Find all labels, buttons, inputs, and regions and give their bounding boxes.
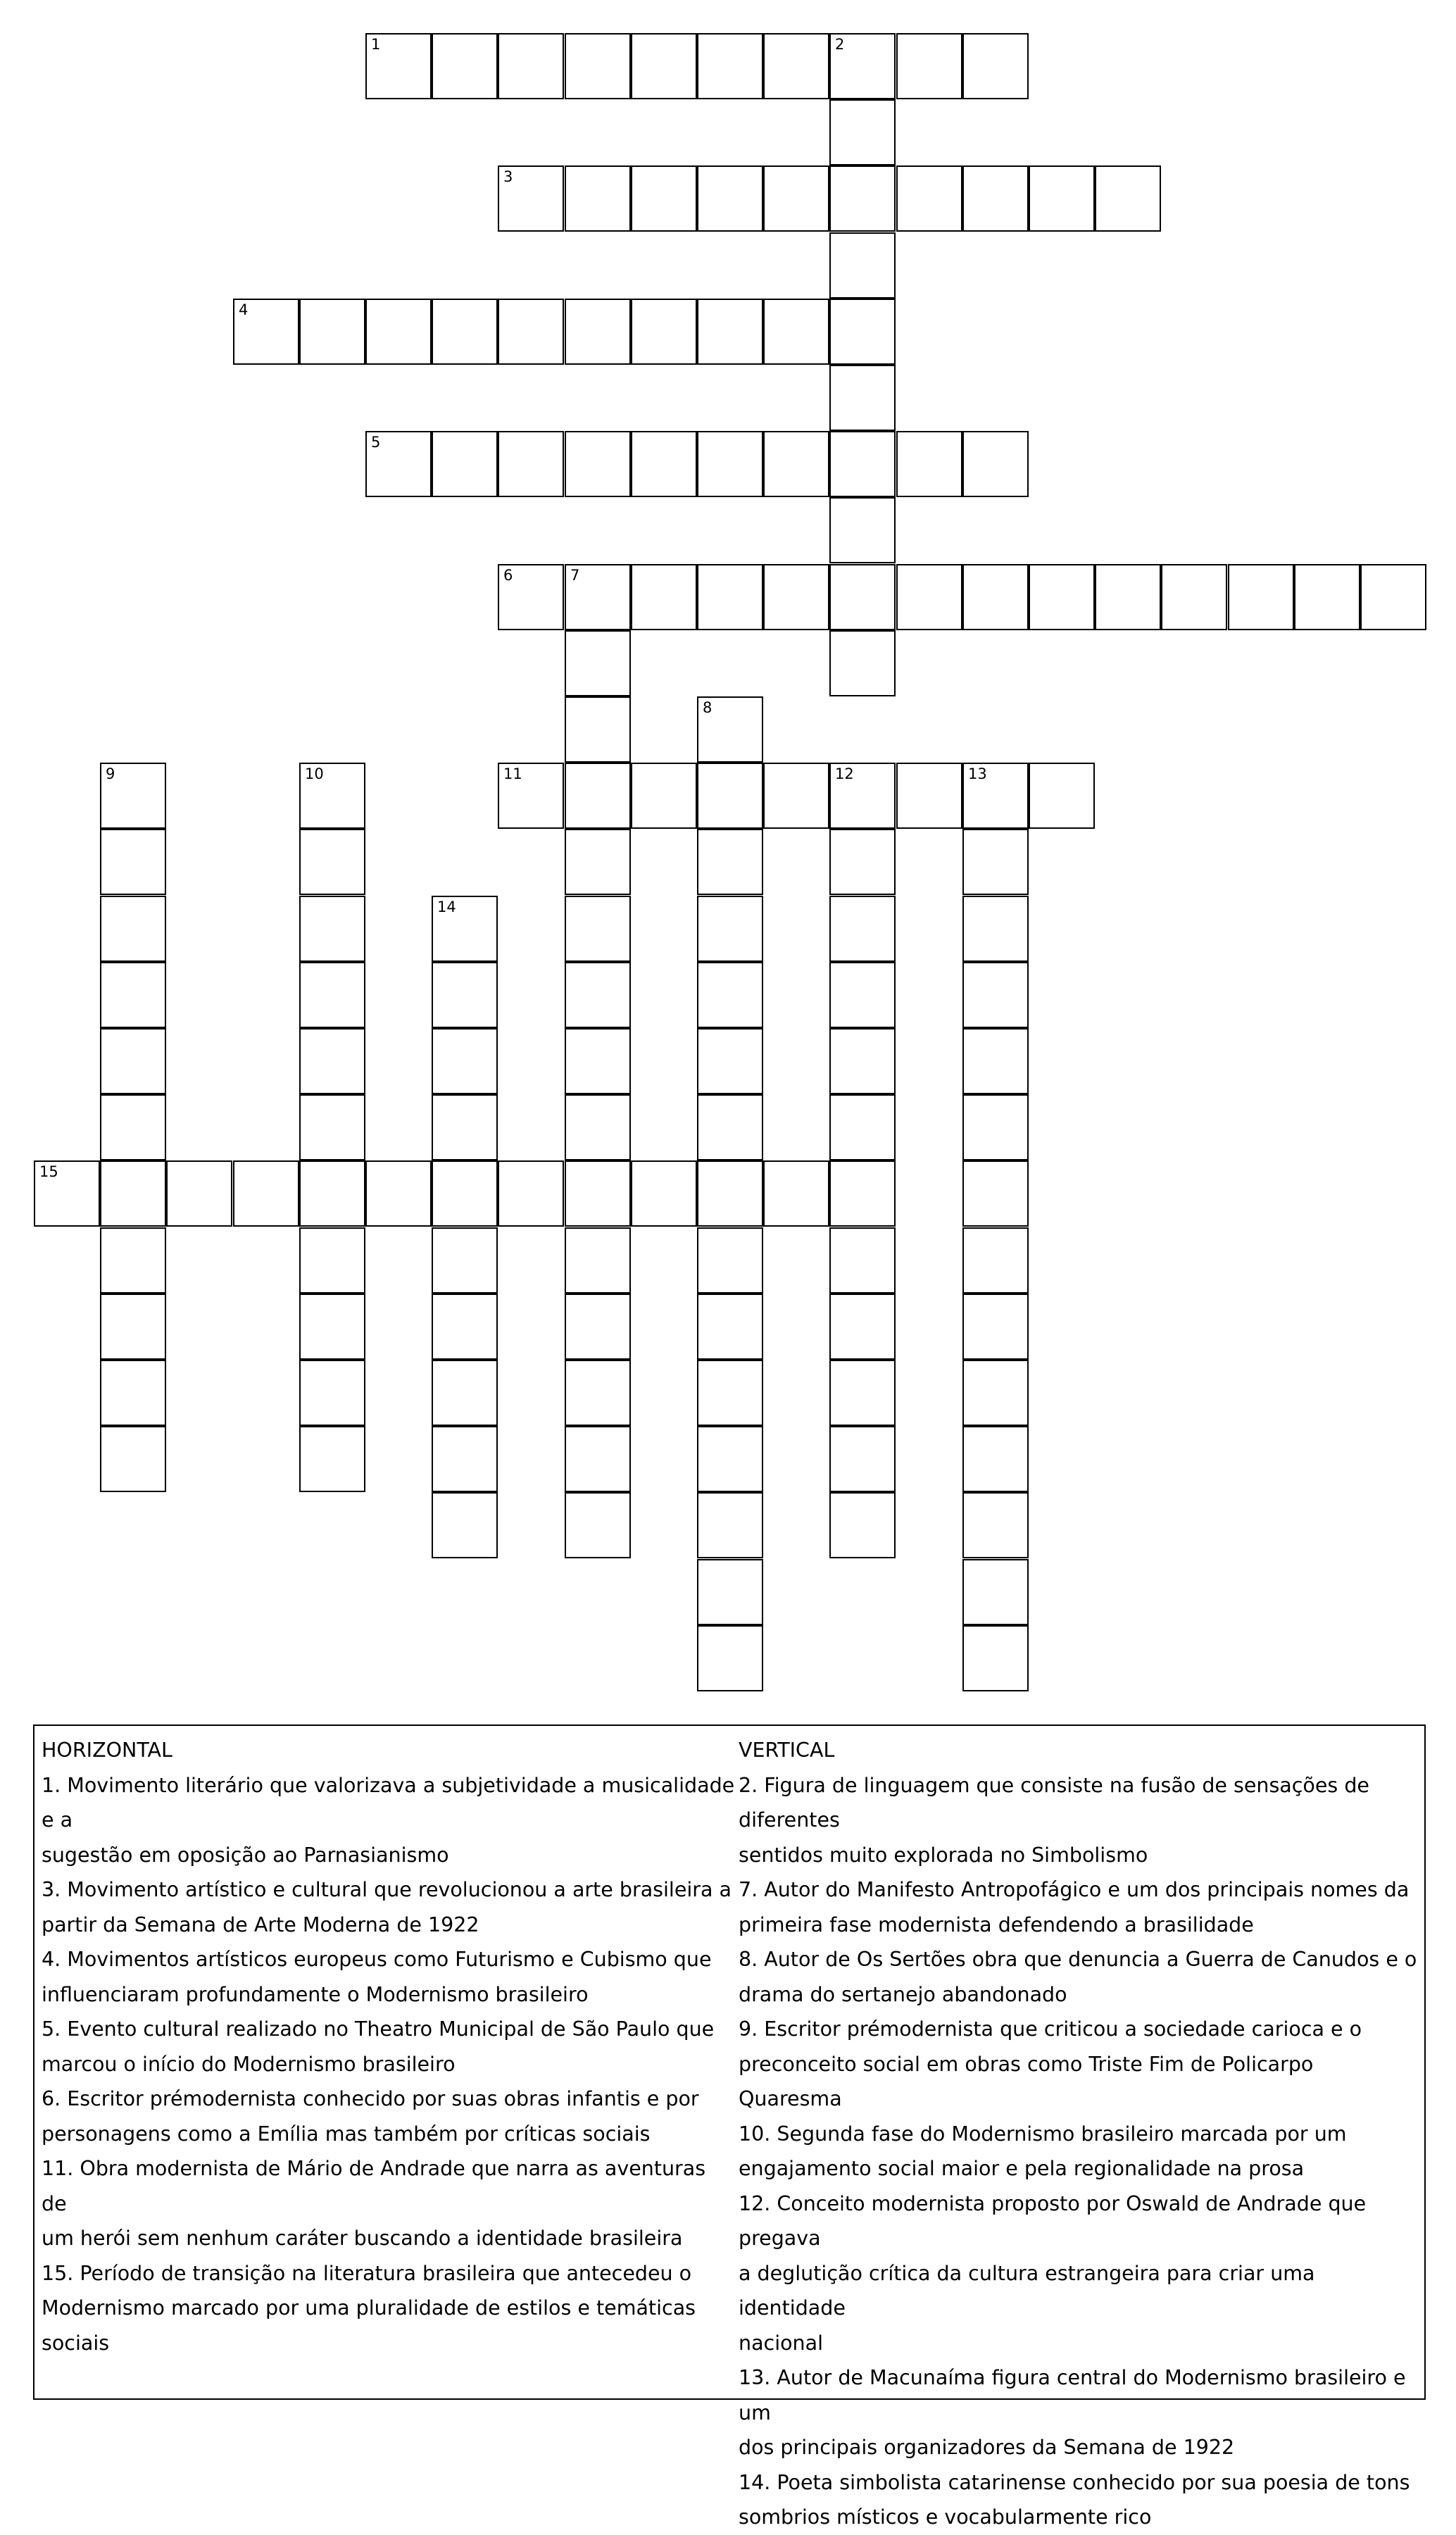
grid-cell[interactable] <box>829 962 896 1028</box>
grid-cell[interactable] <box>962 1492 1029 1558</box>
grid-cell[interactable] <box>432 896 498 962</box>
grid-cell[interactable] <box>565 696 631 763</box>
grid-cell[interactable] <box>365 33 432 99</box>
grid-cell[interactable] <box>829 33 896 99</box>
grid-cell[interactable] <box>1095 564 1161 630</box>
grid-cell[interactable] <box>829 1360 896 1426</box>
grid-cell[interactable] <box>829 1227 896 1294</box>
clue-number: 6 <box>503 567 513 584</box>
clue-line: 1. Movimento literário que valorizava a subjetividade a musicalidade e a <box>42 1773 735 1832</box>
grid-cell[interactable] <box>100 1160 166 1227</box>
grid-cell[interactable] <box>763 299 829 365</box>
grid-cell[interactable] <box>565 896 631 962</box>
grid-cell[interactable] <box>829 165 896 232</box>
grid-cell[interactable] <box>299 1426 365 1492</box>
grid-cell[interactable] <box>829 829 896 895</box>
clue-line: marcou o início do Modernismo brasileiro <box>42 2052 456 2076</box>
grid-cell[interactable] <box>432 1227 498 1294</box>
grid-cell[interactable] <box>829 1294 896 1360</box>
grid-cell[interactable] <box>565 1492 631 1558</box>
grid-cell[interactable] <box>763 1160 829 1227</box>
grid-cell[interactable] <box>565 564 631 630</box>
clue-line: a deglutição crítica da cultura estrangeira para criar uma identidade <box>739 2261 1315 2320</box>
grid-cell[interactable] <box>1161 564 1227 630</box>
grid-cell[interactable] <box>100 1028 166 1094</box>
grid-cell[interactable] <box>233 299 299 365</box>
grid-cell[interactable] <box>1228 564 1294 630</box>
grid-cell[interactable] <box>565 1294 631 1360</box>
grid-cell[interactable] <box>498 33 564 99</box>
grid-cell[interactable] <box>962 1227 1029 1294</box>
grid-cell[interactable] <box>962 829 1029 895</box>
grid-cell[interactable] <box>962 1426 1029 1492</box>
grid-cell[interactable] <box>829 896 896 962</box>
grid-cell[interactable] <box>896 165 962 232</box>
grid-cell[interactable] <box>697 763 763 829</box>
grid-cell[interactable] <box>365 299 432 365</box>
grid-cell[interactable] <box>565 630 631 696</box>
grid-cell[interactable] <box>299 829 365 895</box>
grid-cell[interactable] <box>498 763 564 829</box>
grid-cell[interactable] <box>697 829 763 895</box>
grid-cell[interactable] <box>962 1559 1029 1625</box>
grid-cell[interactable] <box>565 829 631 895</box>
grid-cell[interactable] <box>1029 564 1095 630</box>
grid-cell[interactable] <box>166 1160 232 1227</box>
vertical-heading: VERTICAL <box>739 1739 835 1762</box>
grid-cell[interactable] <box>565 1094 631 1160</box>
clue-line: nacional <box>739 2331 823 2355</box>
grid-cell[interactable] <box>565 33 631 99</box>
grid-cell[interactable] <box>962 1028 1029 1094</box>
grid-cell[interactable] <box>565 299 631 365</box>
clue-line: 11. Obra modernista de Mário de Andrade que narra as aventuras de <box>42 2157 706 2215</box>
grid-cell[interactable] <box>829 99 896 165</box>
grid-cell[interactable] <box>829 232 896 299</box>
clue-number: 3 <box>503 168 513 185</box>
grid-cell[interactable] <box>1029 165 1095 232</box>
grid-cell[interactable] <box>1095 165 1161 232</box>
grid-cell[interactable] <box>565 1028 631 1094</box>
grid-cell[interactable] <box>299 1294 365 1360</box>
grid-cell[interactable] <box>299 962 365 1028</box>
grid-cell[interactable] <box>432 1492 498 1558</box>
grid-cell[interactable] <box>432 1360 498 1426</box>
clue-line: sentidos muito explorada no Simbolismo <box>739 1843 1148 1867</box>
grid-cell[interactable] <box>565 1227 631 1294</box>
grid-cell[interactable] <box>498 165 564 232</box>
clues-panel <box>33 1725 1426 2529</box>
grid-cell[interactable] <box>34 1160 100 1227</box>
grid-cell[interactable] <box>299 896 365 962</box>
grid-cell[interactable] <box>829 763 896 829</box>
grid-cell[interactable] <box>962 1160 1029 1227</box>
grid-cell[interactable] <box>697 431 763 497</box>
grid-cell[interactable] <box>565 431 631 497</box>
grid-cell[interactable] <box>697 1360 763 1426</box>
clue-line: 14. Poeta simbolista catarinense conhecido por sua poesia de tons <box>739 2470 1410 2494</box>
grid-cell[interactable] <box>498 1160 564 1227</box>
grid-cell[interactable] <box>962 431 1029 497</box>
grid-cell[interactable] <box>432 962 498 1028</box>
grid-cell[interactable] <box>896 33 962 99</box>
grid-cell[interactable] <box>829 497 896 563</box>
clue-line: 9. Escritor prémodernista que criticou a sociedade carioca e o <box>739 2017 1362 2041</box>
grid-cell[interactable] <box>100 1094 166 1160</box>
grid-cell[interactable] <box>697 1294 763 1360</box>
clue-line: 5. Evento cultural realizado no Theatro Municipal de São Paulo que <box>42 2017 715 2041</box>
clue-line: 6. Escritor prémodernista conhecido por suas obras infantis e por <box>42 2087 699 2110</box>
clue-number: 2 <box>835 36 845 53</box>
grid-cell[interactable] <box>697 1426 763 1492</box>
grid-cell[interactable] <box>100 1227 166 1294</box>
clue-number: 13 <box>968 765 987 782</box>
grid-cell[interactable] <box>365 1160 432 1227</box>
grid-cell[interactable] <box>432 431 498 497</box>
grid-cell[interactable] <box>763 165 829 232</box>
grid-cell[interactable] <box>962 962 1029 1028</box>
clue-line: partir da Semana de Arte Moderna de 1922 <box>42 1913 479 1936</box>
grid-cell[interactable] <box>962 1294 1029 1360</box>
grid-cell[interactable] <box>432 1160 498 1227</box>
grid-cell[interactable] <box>565 962 631 1028</box>
grid-cell[interactable] <box>631 763 697 829</box>
grid-cell[interactable] <box>432 1094 498 1160</box>
grid-cell[interactable] <box>962 1360 1029 1426</box>
clue-number: 7 <box>570 567 580 584</box>
clue-number: 1 <box>371 36 381 53</box>
grid-cell[interactable] <box>697 1094 763 1160</box>
grid-cell[interactable] <box>498 299 564 365</box>
grid-cell[interactable] <box>763 431 829 497</box>
grid-cell[interactable] <box>697 1160 763 1227</box>
clue-line: 2. Figura de linguagem que consiste na fusão de sensações de diferentes <box>739 1773 1369 1832</box>
clue-line: 3. Movimento artístico e cultural que revolucionou a arte brasileira a <box>42 1878 732 1901</box>
clue-line: influenciaram profundamente o Modernismo brasileiro <box>42 1982 589 2006</box>
grid-cell[interactable] <box>565 1426 631 1492</box>
grid-cell[interactable] <box>565 1160 631 1227</box>
clue-line: 7. Autor do Manifesto Antropofágico e um dos principais nomes da <box>739 1878 1410 1901</box>
grid-cell[interactable] <box>697 33 763 99</box>
grid-cell[interactable] <box>432 1294 498 1360</box>
grid-cell[interactable] <box>829 365 896 431</box>
grid-cell[interactable] <box>631 33 697 99</box>
clue-line: personagens como a Emília mas também por críticas sociais <box>42 2122 651 2146</box>
grid-cell[interactable] <box>829 1028 896 1094</box>
grid-cell[interactable] <box>565 763 631 829</box>
clue-number: 15 <box>39 1163 58 1180</box>
grid-cell[interactable] <box>763 564 829 630</box>
grid-cell[interactable] <box>962 763 1029 829</box>
clue-line: dos principais organizadores da Semana de 1922 <box>739 2436 1235 2459</box>
clue-line: 15. Período de transição na literatura brasileira que antecedeu o <box>42 2261 692 2285</box>
grid-cell[interactable] <box>697 1227 763 1294</box>
clue-number: 5 <box>371 434 381 451</box>
grid-cell[interactable] <box>697 696 763 763</box>
grid-cell[interactable] <box>299 299 365 365</box>
clue-line: primeira fase modernista defendendo a brasilidade <box>739 1913 1254 1936</box>
grid-cell[interactable] <box>829 1094 896 1160</box>
grid-cell[interactable] <box>763 33 829 99</box>
clue-line: um herói sem nenhum caráter buscando a identidade brasileira <box>42 2227 683 2250</box>
clue-line: drama do sertanejo abandonado <box>739 1982 1067 2006</box>
clue-line: Modernismo marcado por uma pluralidade de estilos e temáticas sociais <box>42 2296 696 2355</box>
clue-number: 11 <box>503 765 522 782</box>
grid-cell[interactable] <box>432 299 498 365</box>
grid-cell[interactable] <box>829 564 896 630</box>
grid-cell[interactable] <box>498 564 564 630</box>
grid-cell[interactable] <box>100 829 166 895</box>
grid-cell[interactable] <box>631 431 697 497</box>
grid-cell[interactable] <box>565 1360 631 1426</box>
grid-cell[interactable] <box>829 1160 896 1227</box>
grid-cell[interactable] <box>299 763 365 829</box>
grid-cell[interactable] <box>697 1559 763 1625</box>
grid-cell[interactable] <box>1029 763 1095 829</box>
grid-cell[interactable] <box>697 1028 763 1094</box>
grid-cell[interactable] <box>1294 564 1360 630</box>
grid-cell[interactable] <box>962 33 1029 99</box>
grid-cell[interactable] <box>763 763 829 829</box>
grid-cell[interactable] <box>299 1094 365 1160</box>
clue-line: sugestão em oposição ao Parnasianismo <box>42 1843 449 1867</box>
grid-cell[interactable] <box>962 1625 1029 1691</box>
clue-number: 9 <box>106 765 115 782</box>
grid-cell[interactable] <box>896 763 962 829</box>
clue-number: 8 <box>703 699 713 716</box>
vertical-clues <box>739 1733 1423 2535</box>
grid-cell[interactable] <box>299 1028 365 1094</box>
grid-cell[interactable] <box>432 33 498 99</box>
grid-cell[interactable] <box>299 1360 365 1426</box>
grid-cell[interactable] <box>100 962 166 1028</box>
clue-line: 13. Autor de Macunaíma figura central do Modernismo brasileiro e um <box>739 2366 1406 2424</box>
grid-cell[interactable] <box>829 431 896 497</box>
grid-cell[interactable] <box>100 1294 166 1360</box>
clue-line: 12. Conceito modernista proposto por Oswald de Andrade que pregava <box>739 2191 1367 2250</box>
grid-cell[interactable] <box>697 165 763 232</box>
grid-cell[interactable] <box>962 896 1029 962</box>
grid-cell[interactable] <box>697 564 763 630</box>
clue-line: preconceito social em obras como Triste Fim de Policarpo Quaresma <box>739 2052 1314 2110</box>
grid-cell[interactable] <box>233 1160 299 1227</box>
grid-cell[interactable] <box>962 1094 1029 1160</box>
clue-line: engajamento social maior e pela regionalidade na prosa <box>739 2157 1305 2180</box>
grid-cell[interactable] <box>697 1492 763 1558</box>
grid-cell[interactable] <box>299 1227 365 1294</box>
horizontal-clues <box>42 1733 735 2360</box>
clue-number: 14 <box>437 899 456 915</box>
grid-cell[interactable] <box>631 165 697 232</box>
grid-cell[interactable] <box>565 165 631 232</box>
grid-cell[interactable] <box>896 431 962 497</box>
grid-cell[interactable] <box>299 1160 365 1227</box>
clue-number: 12 <box>835 765 854 782</box>
grid-cell[interactable] <box>100 1426 166 1492</box>
grid-cell[interactable] <box>896 564 962 630</box>
clue-number: 10 <box>305 765 324 782</box>
clue-line: 10. Segunda fase do Modernismo brasileiro marcada por um <box>739 2122 1347 2146</box>
grid-cell[interactable] <box>962 165 1029 232</box>
grid-cell[interactable] <box>631 1160 697 1227</box>
horizontal-heading: HORIZONTAL <box>42 1739 172 1762</box>
clue-line: sombrios místicos e vocabularmente rico <box>739 2505 1152 2529</box>
clue-line: 8. Autor de Os Sertões obra que denuncia a Guerra de Canudos e o <box>739 1948 1417 1971</box>
grid-cell[interactable] <box>100 896 166 962</box>
grid-cell[interactable] <box>365 431 432 497</box>
grid-cell[interactable] <box>829 1426 896 1492</box>
grid-cell[interactable] <box>829 630 896 696</box>
grid-cell[interactable] <box>100 763 166 829</box>
grid-cell[interactable] <box>432 1426 498 1492</box>
grid-cell[interactable] <box>697 896 763 962</box>
grid-cell[interactable] <box>432 1028 498 1094</box>
clue-number: 4 <box>239 301 249 318</box>
grid-cell[interactable] <box>100 1360 166 1426</box>
grid-cell[interactable] <box>829 299 896 365</box>
grid-cell[interactable] <box>697 1625 763 1691</box>
clue-line: 4. Movimentos artísticos europeus como Futurismo e Cubismo que <box>42 1948 712 1971</box>
grid-cell[interactable] <box>631 564 697 630</box>
grid-cell[interactable] <box>631 299 697 365</box>
grid-cell[interactable] <box>697 962 763 1028</box>
grid-cell[interactable] <box>1360 564 1426 630</box>
grid-cell[interactable] <box>697 299 763 365</box>
grid-cell[interactable] <box>829 1492 896 1558</box>
grid-cell[interactable] <box>498 431 564 497</box>
grid-cell[interactable] <box>962 564 1029 630</box>
